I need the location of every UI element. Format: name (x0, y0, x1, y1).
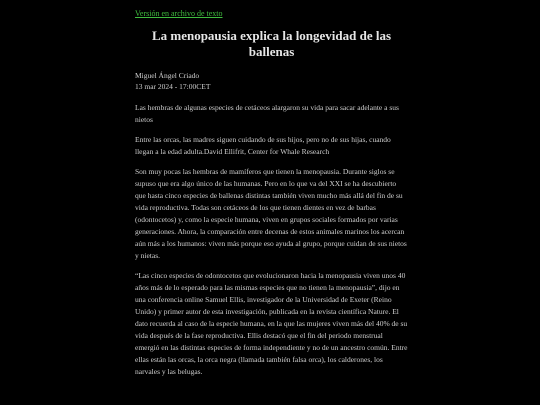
body-paragraph: “Las cinco especies de odontocetos que evolucionaron hacia la menopausia viven unos 40 años más de lo esperado para las mismas especies que no tienen la menopausia”, dijo en una conferencia online Samuel Ellis, investigador de la Universidad de Exeter (Reino Unido) y primer autor de esta investigación, publicada en la revista científica Nature. El dato recuerda al caso de la especie humana, en la que las mujeres viven más del 40% de su vida después de la fase reproductiva. Ellis destacó que el fin del periodo menstrual emergió en las distintas especies de forma independiente y no de un ancestro común. Entre ellas están las orcas, la orca negra (llamada también falsa orca), los calderones, los narvales y las belugas. (135, 271, 408, 376)
byline (135, 70, 210, 92)
archive-version-link[interactable]: Versión en archivo de texto (135, 9, 223, 18)
article-body (135, 102, 408, 386)
body-paragraph: Son muy pocas las hembras de mamíferos que tienen la menopausia. Durante siglos se supuso que era algo único de las humanas. Pero en lo que va del XXI se ha descubierto que hasta cinco especies de ballenas distintas también viven mucho más allá del fin de su vida reproductiva. Todas son cetáceos de los que tienen dientes en vez de barbas (odontocetos) y, como la especie humana, viven en grupos sociales formados por varias generaciones. Ahora, la comparación entre decenas de estos animales marinos los acercan aún más a los humanos: viven más porque eso ayuda al grupo, porque cuidan de sus nietos y nietas. (135, 167, 407, 260)
photo-caption: Entre las orcas, las madres siguen cuidando de sus hijos, pero no de sus hijas, cuando llegan a la edad adulta.David Ellifrit, Center for Whale Research (135, 135, 391, 156)
author-name: Miguel Ángel Criado (135, 71, 200, 80)
article-subtitle: Las hembras de algunas especies de cetáceos alargaron su vida para sacar adelante a sus nietos (135, 103, 399, 124)
publish-date: 13 mar 2024 - 17:00CET (135, 82, 211, 91)
article-title: La menopausia explica la longevidad de las ballenas (151, 28, 392, 59)
